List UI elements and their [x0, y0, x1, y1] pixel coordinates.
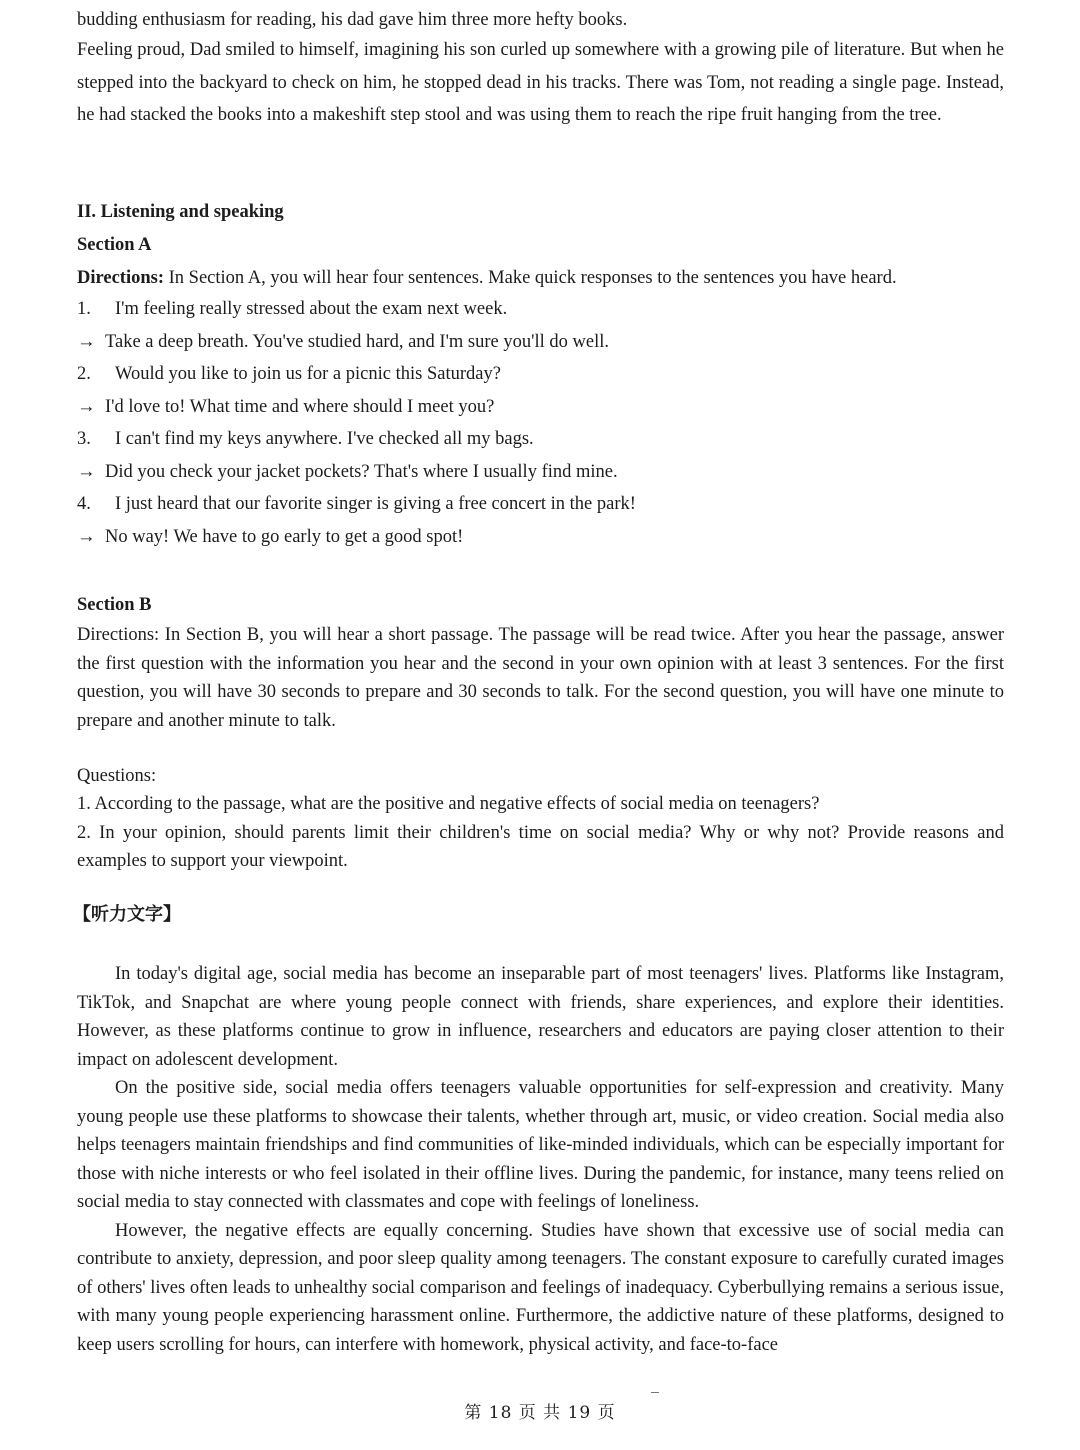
- list-item-response: [77, 521, 1004, 554]
- list-item-response: [77, 326, 1004, 359]
- scan-mark: [651, 1392, 659, 1393]
- section-a-title: Section A: [77, 235, 152, 255]
- arrow-icon: →: [77, 396, 96, 417]
- item-number: 3.: [77, 429, 91, 449]
- transcript-paragraph: On the positive side, social media offers teenagers valuable opportunities for self-expression and creativity. Many young people use these platforms to showcase their talents, whether through art, music, or video creation. Social media also helps teenagers maintain friendships and find communities of like-minded individuals, which can be especially important for those with niche interests or who feel isolated in their offline lives. During the pandemic, for instance, many teens relied on social media to stay connected with classmates and cope with feelings of loneliness.: [77, 1078, 1004, 1212]
- section-a-directions: [77, 262, 1004, 295]
- transcript-paragraph: In today's digital age, social media has become an inseparable part of most teenagers' lives. Platforms like Instagram, TikTok, and Snapchat are where young people connect with friends, share experiences, and explore their identities. However, as these platforms continue to grow in influence, researchers and educators are paying closer attention to their impact on adolescent development.: [77, 964, 1004, 1070]
- questions-list: [77, 790, 1004, 876]
- transcript-body: [77, 960, 1004, 1359]
- questions-label: Questions:: [77, 766, 157, 786]
- item-number: 1.: [77, 299, 91, 319]
- list-item-response: [77, 391, 1004, 424]
- item-number: 2.: [77, 364, 91, 384]
- intro-paragraph: Feeling proud, Dad smiled to himself, imagining his son curled up somewhere with a growing pile of literature. But when he stepped into the backyard to check on him, he stopped dead in his tracks. There was Tom, not reading a single page. Instead, he had stacked the books into a makeshift step stool and was using them to reach the ripe fruit hanging from the tree.: [77, 40, 1004, 125]
- item-prompt: I just heard that our favorite singer is giving a free concert in the park!: [115, 494, 636, 514]
- list-item-prompt: [77, 423, 1004, 456]
- part-heading: II. Listening and speaking: [77, 202, 284, 222]
- arrow-icon: →: [77, 526, 96, 547]
- transcript-paragraph: However, the negative effects are equally concerning. Studies have shown that excessive use of social media can contribute to anxiety, depression, and poor sleep quality among teenagers. The constant exposure to carefully curated images of others' lives often leads to unhealthy social comparison and feelings of inadequacy. Cyberbullying remains a serious issue, with many young people experiencing harassment online. Furthermore, the addictive nature of these platforms, designed to keep users scrolling for hours, can interfere with homework, physical activity, and face-to-face: [77, 1220, 1004, 1355]
- item-response: Take a deep breath. You've studied hard, and I'm sure you'll do well.: [105, 331, 609, 352]
- list-item: 2. In your opinion, should parents limit their children's time on social media? Why or why not? Provide reasons and examples to support your viewpoint.: [77, 822, 1004, 871]
- item-response: I'd love to! What time and where should I meet you?: [105, 396, 495, 417]
- list-item-prompt: [77, 293, 1004, 326]
- list-item: 1. According to the passage, what are the positive and negative effects of social media on teenagers?: [77, 794, 820, 814]
- page-number: 第 18 页 共 19 页: [464, 1403, 616, 1423]
- arrow-icon: →: [77, 461, 96, 482]
- directions-label: Directions:: [77, 268, 164, 288]
- item-prompt: Would you like to join us for a picnic this Saturday?: [115, 364, 501, 384]
- arrow-icon: →: [77, 331, 96, 352]
- section-b-directions: Directions: In Section B, you will hear a short passage. The passage will be read twice. After you hear the passage, answer the first question with the information you hear and the second in your own opinion with at least 3 sentences. For the first question, you will have 30 seconds to prepare and 30 seconds to talk. For the second question, you will have one minute to prepare and another minute to talk.: [77, 625, 1004, 731]
- item-prompt: I'm feeling really stressed about the exam next week.: [115, 299, 508, 319]
- transcript-label: 【听力文字】: [73, 904, 181, 925]
- list-item-response: [77, 456, 1004, 489]
- item-prompt: I can't find my keys anywhere. I've checked all my bags.: [115, 429, 534, 449]
- intro-line: budding enthusiasm for reading, his dad gave him three more hefty books.: [77, 10, 628, 30]
- item-response: No way! We have to go early to get a good spot!: [105, 526, 464, 547]
- section-b-title: Section B: [77, 595, 152, 615]
- directions-text: In Section A, you will hear four sentences. Make quick responses to the sentences you have heard.: [164, 268, 897, 288]
- item-number: 4.: [77, 494, 91, 514]
- item-response: Did you check your jacket pockets? That's where I usually find mine.: [105, 461, 618, 482]
- section-a-items: [77, 293, 1004, 553]
- list-item-prompt: [77, 358, 1004, 391]
- list-item-prompt: [77, 488, 1004, 521]
